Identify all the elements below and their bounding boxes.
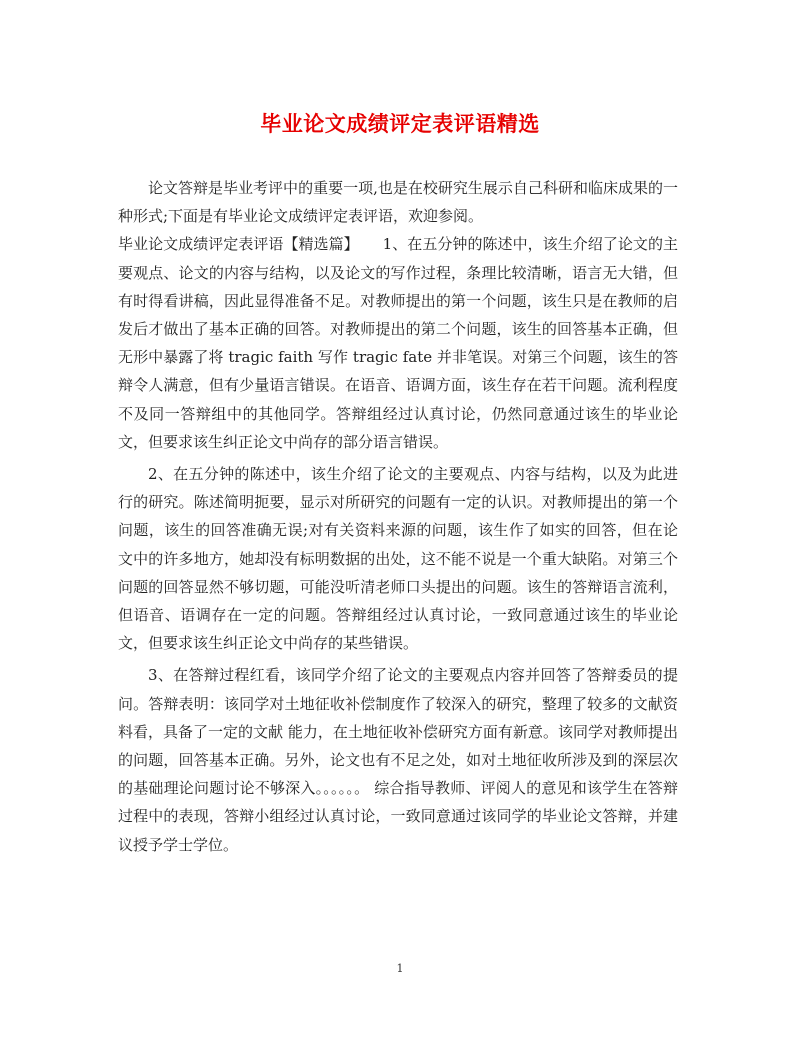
comment-1-text: 1、在五分钟的陈述中，该生介绍了论文的主要观点、论文的内容与结构，以及论文的写作过程，条理比较清晰，语言无大错，但有时得看讲稿，因此显得准备不足。对教师提出的第一个问题，该生只是在教师的启发后才做出了基本正确的回答。对教师提出的第二个问题，该生的回答基本正确，但无形中暴露了将 tragic faith 写作 tragic fate 并非笔误。对第三个问题，该生的答辩令人满意，但有少量语言错误。在语音、语调方面，该生存在若干问题。流利程度不及同一答辩组中的其他同学。答辩组经过认真讨论，仍然同意通过该生的毕业论文，但要求该生纠正论文中尚存的部分语言错误。 — [118, 235, 678, 451]
document-title: 毕业论文成绩评定表评语精选 — [260, 112, 540, 136]
comment-paragraph-1 — [118, 230, 678, 456]
intro-paragraph: 论文答辩是毕业考评中的重要一项,也是在校研究生展示自己科研和临床成果的一种形式;下面是有毕业论文成绩评定表评语，欢迎参阅。 — [118, 179, 678, 226]
comment-paragraph-2: 2、在五分钟的陈述中，该生介绍了论文的主要观点、内容与结构，以及为此进行的研究。陈述简明扼要，显示对所研究的问题有一定的认识。对教师提出的第一个问题，该生的回答准确无误;对有关资料来源的问题，该生作了如实的回答，但在论文中的许多地方，她却没有标明数据的出处，这不能不说是一个重大缺陷。对第三个问题的回答显然不够切题，可能没听清老师口头提出的问题。该生的答辩语言流利，但语音、语调存在一定的问题。答辩组经过认真讨论，一致同意通过该生的毕业论文，但要求该生纠正论文中尚存的某些错误。 — [118, 465, 678, 653]
document-body — [118, 174, 678, 859]
comment-paragraph-3: 3、在答辩过程红看，该同学介绍了论文的主要观点内容并回答了答辩委员的提问。答辩表明：该同学对土地征收补偿制度作了较深入的研究，整理了较多的文献资料看，具备了一定的文献 能力，在土地征收补偿研究方面有新意。该同学对教师提出的问题，回答基本正确。另外，论文也有不足之处，如对土地征收所涉及到的深层次的基础理论问题讨论不够深入。。。。。。 综合指导教师、评阅人的意见和该学生在答辩过程中的表现，答辩小组经过认真讨论，一致同意通过该同学的毕业论文答辩，并建议授予学士学位。 — [118, 666, 678, 854]
section-label: 毕业论文成绩评定表评语【精选篇】 — [118, 235, 359, 254]
page-number: 1 — [396, 962, 404, 975]
